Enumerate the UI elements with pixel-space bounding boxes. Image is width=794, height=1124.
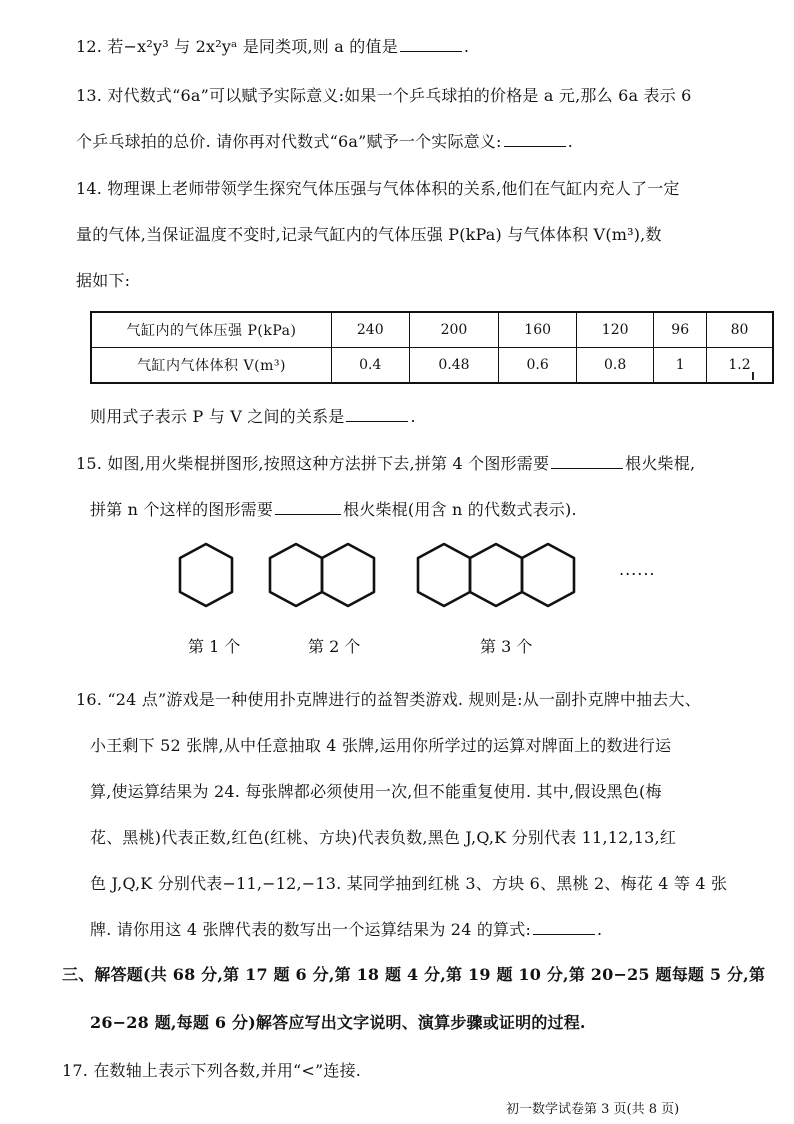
q16-period: . (597, 920, 603, 939)
question-16-line-1: 16. “24 点”游戏是一种使用扑克牌进行的益智类游戏. 规则是:从一副扑克牌中抽去大、 (76, 690, 701, 709)
hexagon-fig3-a (418, 544, 470, 606)
question-12 (76, 34, 469, 57)
table-cell: 96 (654, 312, 707, 348)
pressure-volume-table (90, 311, 774, 384)
table-cell: 160 (499, 312, 577, 348)
table-cell: 0.8 (576, 348, 654, 384)
hexagon-fig2-b (322, 544, 374, 606)
table-header-volume: 气缸内气体体积 V(m³) (91, 348, 332, 384)
question-13-line-1: 13. 对代数式“6a”可以赋予实际意义:如果一个乒乓球拍的价格是 a 元,那么 6a 表示 6 (76, 86, 692, 105)
table-cell: 1.2 (707, 348, 773, 384)
table-cell: 0.6 (499, 348, 577, 384)
q15-text-1: 15. 如图,用火柴棍拼图形,按照这种方法拼下去,拼第 4 个图形需要 (76, 454, 550, 473)
section-3-heading: 三、解答题(共 68 分,第 17 题 6 分,第 18 题 4 分,第 19 题 10 分,第 20−25 题每题 5 分,第 (62, 965, 766, 984)
hexagon-fig2-a (270, 544, 322, 606)
question-14-line-3: 据如下: (76, 271, 131, 290)
q13-period: . (567, 132, 573, 151)
question-14-line-2: 量的气体,当保证温度不变时,记录气缸内的气体压强 P(kPa) 与气体体积 V(m³),数 (76, 225, 662, 244)
question-16-line-6 (90, 917, 602, 940)
question-16-line-2: 小王剩下 52 张牌,从中任意抽取 4 张牌,运用你所学过的运算对牌面上的数进行运 (90, 736, 672, 755)
question-16-line-5: 色 J,Q,K 分别代表−11,−12,−13. 某同学抽到红桃 3、方块 6、黑桃 2、梅花 4 等 4 张 (90, 874, 728, 893)
figure-label-3: 第 3 个 (480, 637, 533, 656)
table-cell: 0.4 (332, 348, 410, 384)
question-17: 17. 在数轴上表示下列各数,并用“<”连接. (62, 1061, 362, 1080)
q15-answer-blank-1[interactable] (551, 454, 623, 469)
question-16-line-3: 算,使运算结果为 24. 每张牌都必须使用一次,但不能重复使用. 其中,假设黑色(梅 (90, 782, 662, 801)
q14-answer-blank[interactable] (346, 407, 408, 422)
question-14-line-1: 14. 物理课上老师带领学生探究气体压强与气体体积的关系,他们在气缸内充人了一定 (76, 179, 680, 198)
q12-answer-blank[interactable] (400, 37, 462, 52)
question-14-relation (90, 404, 416, 427)
q15-text-1b: 根火柴棍, (625, 454, 696, 473)
hexagon-fig1 (180, 544, 232, 606)
q16-text: 牌. 请你用这 4 张牌代表的数写出一个运算结果为 24 的算式: (90, 920, 532, 939)
page-footer: 初一数学试卷第 3 页(共 8 页) (506, 1102, 680, 1117)
table-cell: 80 (707, 312, 773, 348)
q15-text-2: 拼第 n 个这样的图形需要 (90, 500, 274, 519)
q16-answer-blank[interactable] (533, 920, 595, 935)
matchstick-hexagons-figure (170, 540, 610, 616)
q15-text-2b: 根火柴棍(用含 n 的代数式表示). (343, 500, 577, 519)
q12-period: . (463, 37, 470, 56)
table-cell: 1 (654, 348, 707, 384)
section-3-heading-line-2: 26−28 题,每题 6 分)解答应写出文字说明、演算步骤或证明的过程. (90, 1013, 586, 1032)
table-cell: 240 (332, 312, 410, 348)
question-13-line-2 (76, 129, 573, 152)
table-row-pressure (91, 312, 773, 348)
question-16-line-4: 花、黑桃)代表正数,红色(红桃、方块)代表负数,黑色 J,Q,K 分别代表 11,12,13,红 (90, 828, 677, 847)
figure-label-2: 第 2 个 (308, 637, 361, 656)
q14-period: . (410, 407, 416, 426)
question-15-line-2 (90, 497, 577, 520)
hexagon-fig3-b (470, 544, 522, 606)
question-15-line-1 (76, 451, 695, 474)
q13-text: 个乒乓球拍的总价. 请你再对代数式“6a”赋予一个实际意义: (76, 132, 502, 151)
hexagon-fig3-c (522, 544, 574, 606)
table-cell: 0.48 (409, 348, 499, 384)
table-cell: 120 (576, 312, 654, 348)
figure-ellipsis: ...... (619, 560, 656, 579)
table-header-pressure: 气缸内的气体压强 P(kPa) (91, 312, 332, 348)
q14-relation-text: 则用式子表示 P 与 V 之间的关系是 (90, 407, 345, 426)
q13-answer-blank[interactable] (504, 132, 566, 147)
table-row-volume (91, 348, 773, 384)
q15-answer-blank-2[interactable] (275, 500, 341, 515)
q12-text: 12. 若−x²y³ 与 2x²yᵃ 是同类项,则 a 的值是 (76, 37, 398, 56)
margin-mark (752, 372, 754, 380)
table-cell: 200 (409, 312, 499, 348)
figure-label-1: 第 1 个 (188, 637, 241, 656)
